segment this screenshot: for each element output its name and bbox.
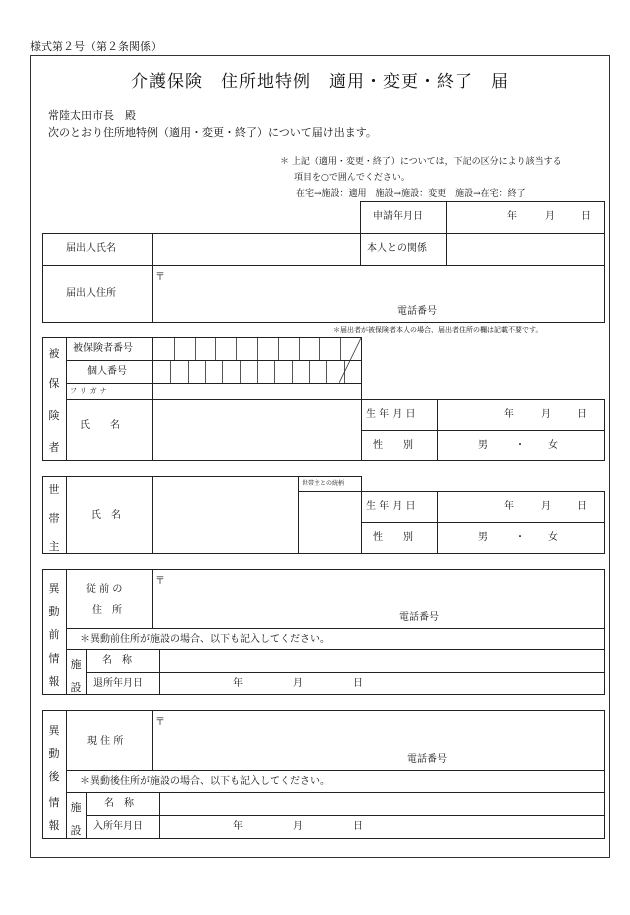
insured-sex-label: 性 別	[373, 440, 413, 451]
side-char: 動	[48, 605, 60, 618]
side-char: 前	[48, 628, 60, 641]
side-char: 報	[48, 819, 60, 832]
side-char: 情	[48, 796, 60, 809]
digit-divider	[205, 361, 206, 383]
insured-number-boxes[interactable]	[153, 338, 361, 360]
digit-divider	[299, 338, 300, 360]
insured-name-label: 氏 名	[80, 420, 120, 431]
side-char: 異	[48, 582, 60, 595]
household-relation-label: 世帯主との続柄	[302, 480, 345, 487]
side-char: 主	[48, 540, 60, 553]
side-char: 者	[48, 441, 60, 454]
household-birth-label: 生 年 月 日	[366, 501, 416, 512]
personal-number-boxes[interactable]	[153, 361, 361, 383]
digit-divider	[326, 361, 327, 383]
side-char: 世	[48, 483, 60, 496]
side-char: 施	[70, 801, 82, 814]
applicant-address-field[interactable]	[153, 266, 603, 322]
digit-divider	[240, 361, 241, 383]
household-sex-choice[interactable]: 男 ・ 女	[478, 532, 558, 543]
postal-mark: 〒	[155, 272, 165, 283]
digit-divider	[292, 361, 293, 383]
side-char: 帯	[48, 512, 60, 525]
relation-label: 本人との関係	[367, 243, 427, 254]
before-facility-name-label: 名 称	[102, 655, 132, 666]
side-char: 設	[70, 681, 82, 694]
digit-divider	[236, 338, 237, 360]
furigana-field[interactable]	[153, 384, 360, 399]
page-title: 介護保険 住所地特例 適用・変更・終了 届	[131, 72, 509, 92]
side-char: 異	[48, 724, 60, 737]
prev-address-label-1: 従 前 の	[86, 584, 123, 595]
side-char: 施	[70, 658, 82, 671]
phone-label: 電話番号	[397, 306, 437, 317]
before-facility-name-field[interactable]	[160, 650, 603, 672]
side-char: 設	[70, 824, 82, 837]
note-line-2: 項目を○で囲んでください。	[294, 173, 410, 183]
note-line-1: ＊ 上記（適用・変更・終了）については，下記の区分により該当する	[280, 157, 562, 167]
application-date-label: 申請年月日	[373, 211, 423, 222]
insured-birth-field[interactable]: 年 月 日	[504, 409, 587, 420]
digit-divider	[222, 361, 223, 383]
side-char: 後	[48, 770, 60, 783]
after-facility-note: ＊異動後住所が施設の場合、以下も記入してください。	[80, 776, 330, 787]
leave-date-field[interactable]: 年 月 日	[233, 678, 363, 689]
digit-divider	[195, 338, 196, 360]
intro-text: 次のとおり住所地特例（適用・変更・終了）について届け出ます。	[48, 126, 377, 139]
digit-divider	[170, 361, 171, 383]
note-line-3: 在宅→施設：適用 施設→施設：変更 施設→在宅：終了	[296, 189, 526, 199]
addressee: 常陸太田市長 殿	[48, 109, 136, 122]
insured-birth-label: 生 年 月 日	[366, 409, 416, 420]
household-name-label: 氏 名	[91, 510, 121, 521]
slash-mark	[339, 338, 362, 384]
household-birth-field[interactable]: 年 月 日	[504, 501, 587, 512]
relation-field[interactable]	[447, 234, 603, 265]
side-char: 報	[48, 675, 60, 688]
digit-divider	[309, 361, 310, 383]
digit-divider	[174, 338, 175, 360]
prev-address-field[interactable]: 〒 電話番号	[155, 576, 439, 623]
applicant-name-label: 届出人氏名	[66, 243, 116, 254]
before-facility-note: ＊異動前住所が施設の場合、以下も記入してください。	[80, 634, 330, 645]
digit-divider	[278, 338, 279, 360]
after-facility-name-label: 名 称	[104, 798, 134, 809]
insured-no-label: 被保険者番号	[73, 343, 133, 354]
furigana-label: フリガナ	[70, 387, 110, 395]
prev-address-label-2: 住 所	[92, 605, 122, 616]
side-char: 保	[48, 377, 60, 390]
applicant-address-label: 届出人住所	[66, 288, 116, 299]
admission-date-field[interactable]: 年 月 日	[233, 821, 363, 832]
applicant-footnote: ＊届出者が被保険者本人の場合、届出者住所の欄は記載不要です。	[333, 326, 543, 334]
personal-no-label: 個人番号	[87, 366, 127, 377]
current-address-field[interactable]: 〒 電話番号	[155, 717, 447, 765]
side-char: 動	[48, 747, 60, 760]
digit-divider	[274, 361, 275, 383]
leave-date-label: 退所年月日	[93, 678, 143, 689]
household-name-field[interactable]	[153, 477, 297, 553]
digit-divider	[319, 338, 320, 360]
household-sex-label: 性 別	[373, 532, 413, 543]
side-char: 被	[48, 347, 60, 360]
insured-name-field[interactable]	[153, 400, 360, 460]
application-date-field[interactable]: 年 月 日	[507, 211, 591, 222]
insured-sex-choice[interactable]: 男 ・ 女	[478, 440, 558, 451]
admission-date-label: 入所年月日	[93, 821, 143, 832]
digit-divider	[257, 361, 258, 383]
current-address-label: 現 住 所	[87, 736, 124, 747]
after-facility-name-field[interactable]	[160, 793, 603, 815]
digit-divider	[215, 338, 216, 360]
applicant-name-field[interactable]	[153, 234, 359, 265]
digit-divider	[257, 338, 258, 360]
side-char: 険	[48, 409, 60, 422]
digit-divider	[188, 361, 189, 383]
form-number: 様式第２号（第２条関係）	[30, 40, 162, 53]
household-relation-field[interactable]	[299, 492, 360, 553]
side-char: 情	[48, 652, 60, 665]
